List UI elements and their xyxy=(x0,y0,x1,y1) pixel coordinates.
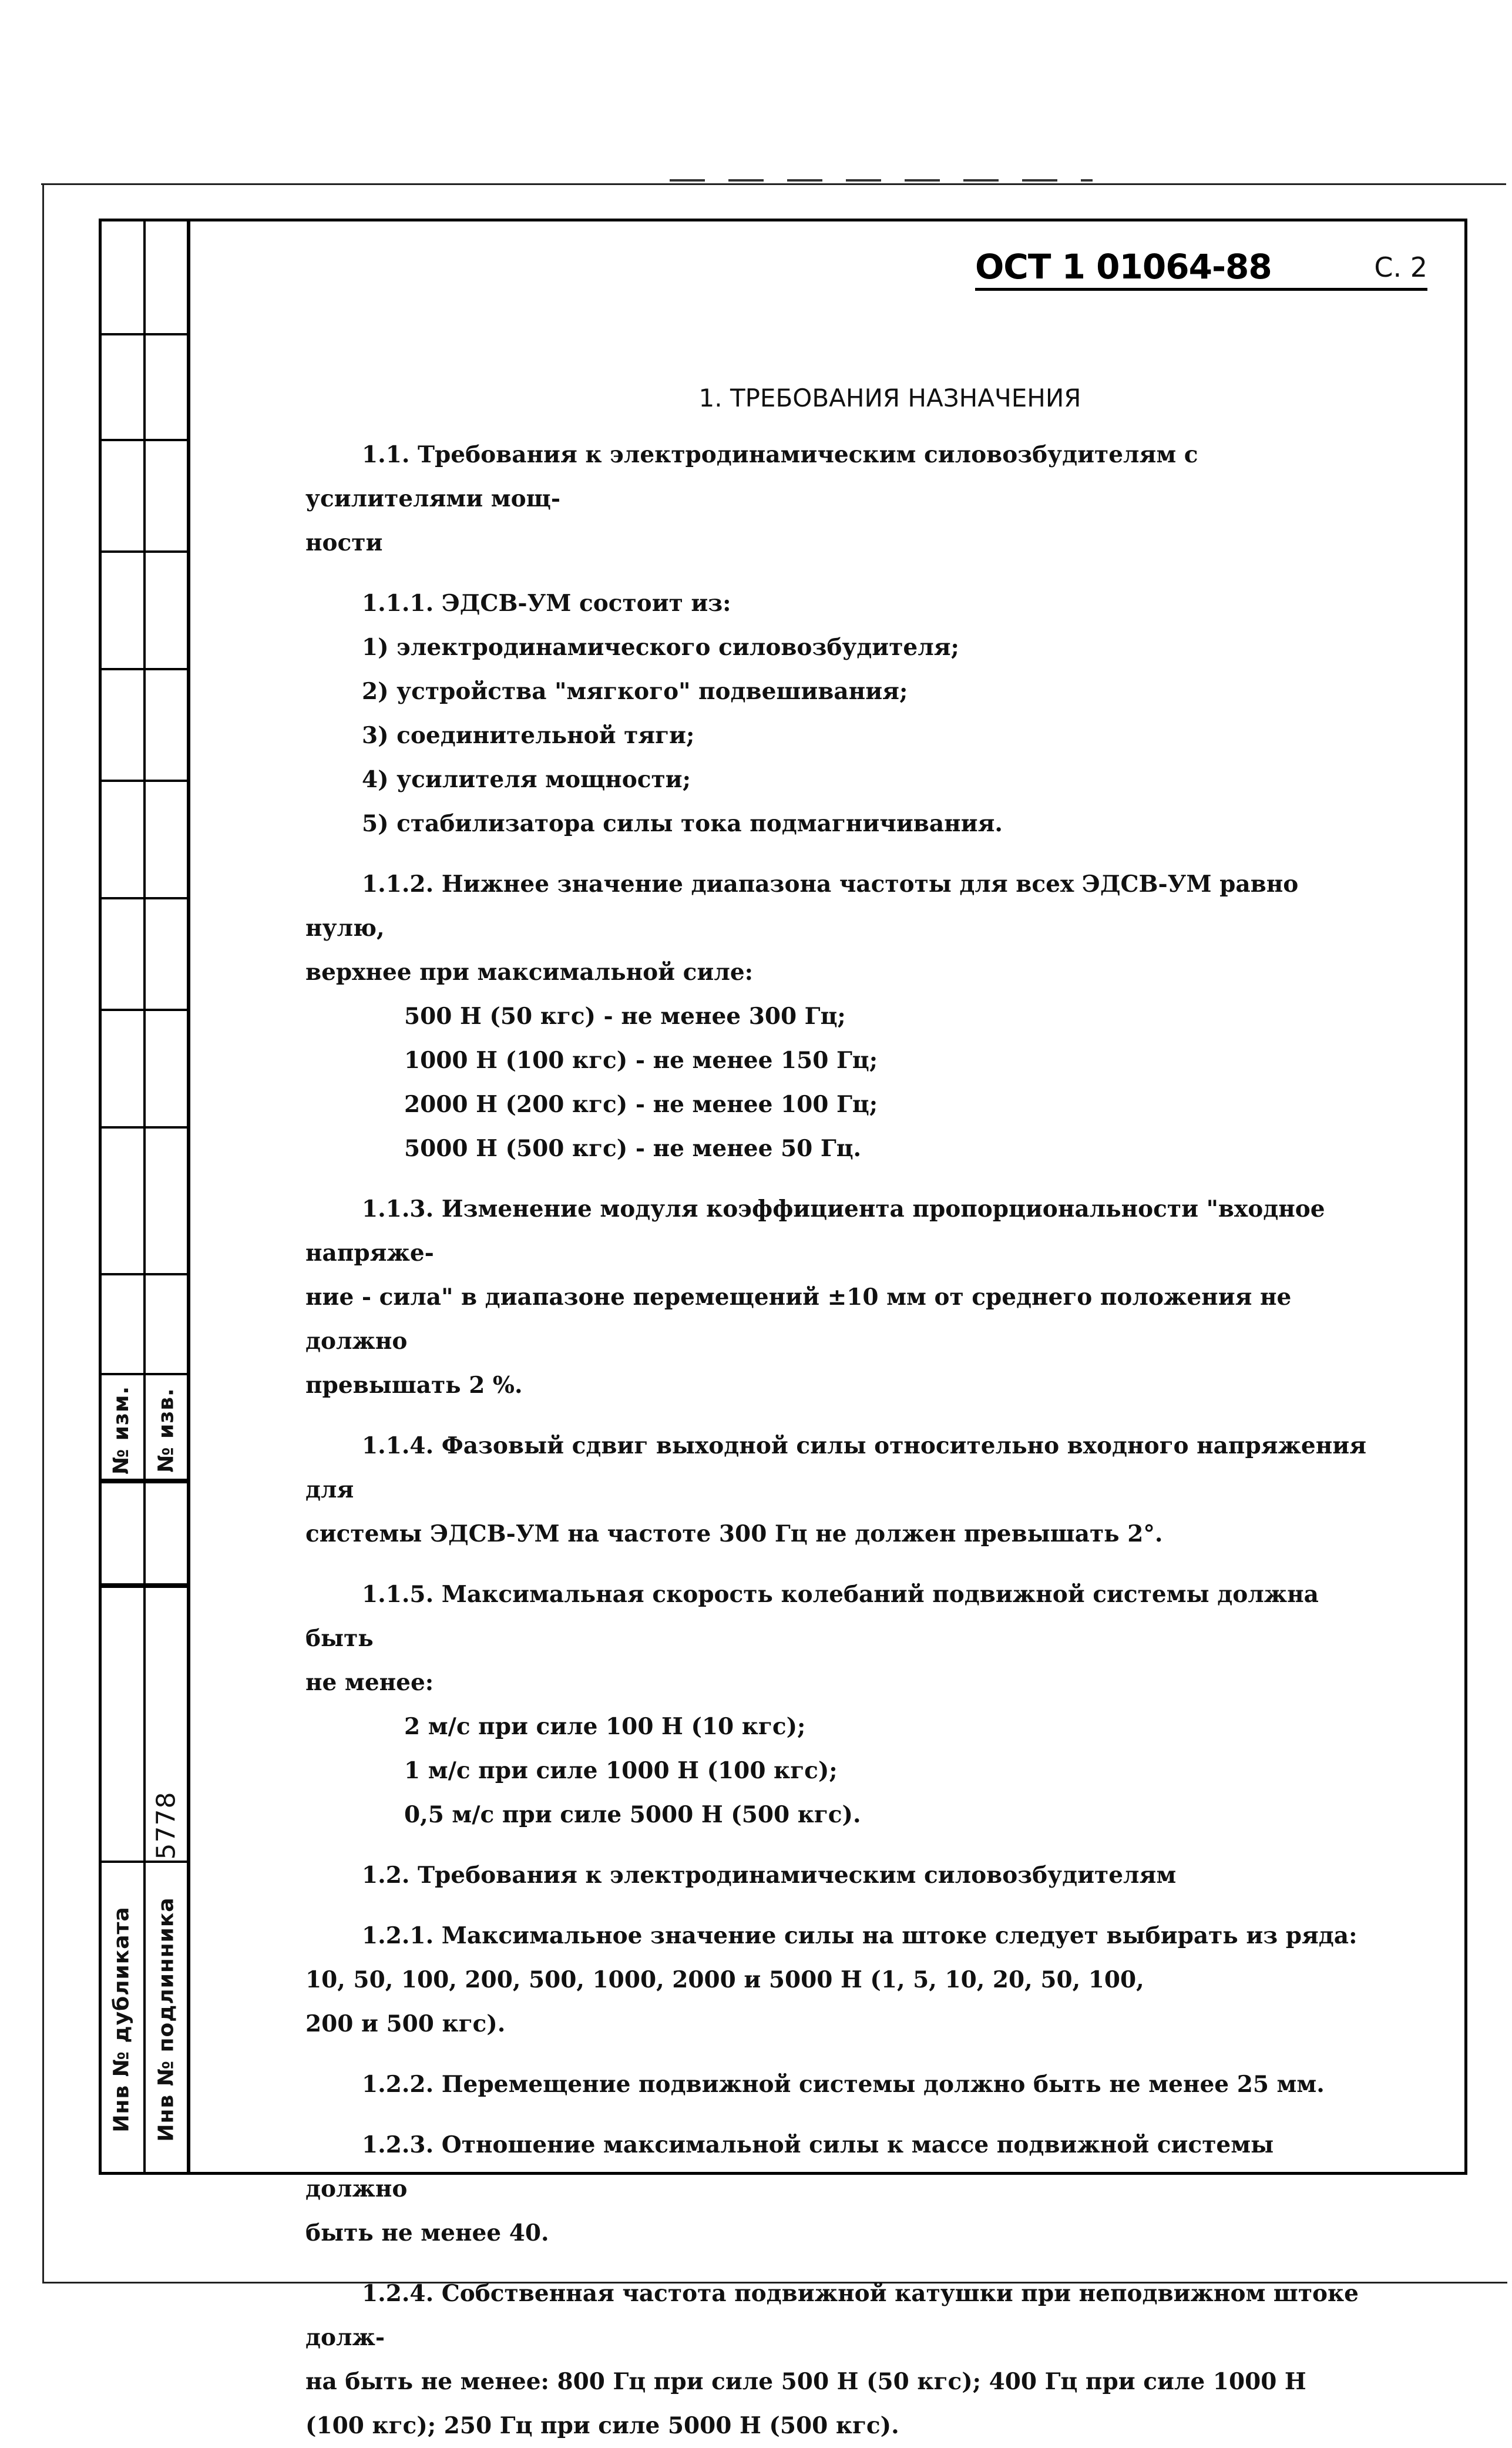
speed-value: 2 м/с при силе 100 Н (10 кгс); xyxy=(404,1713,806,1740)
paragraph-1-1-4-cont: системы ЭДСВ-УМ на частоте 300 Гц не должен превышать 2°. xyxy=(305,1520,1163,1547)
list-item: 2) устройства "мягкого" подвешивания; xyxy=(362,678,908,705)
paragraph-1-1-2: 1.1.2. Нижнее значение диапазона частоты для всех ЭДСВ-УМ равно нулю, xyxy=(305,871,1299,942)
document-body xyxy=(305,376,1380,2448)
side-stamp-divider xyxy=(143,221,146,2172)
side-stamp xyxy=(99,219,188,2175)
side-stamp-thick-line xyxy=(102,1583,188,1588)
side-stamp-line xyxy=(102,780,188,782)
paragraph-1-2-4-cont: на быть не менее: 800 Гц при силе 500 Н (50 кгс); 400 Гц при силе 1000 Н xyxy=(305,2368,1306,2395)
doc-code: ОСТ 1 01064-88 xyxy=(975,247,1272,287)
inv-duplicate-label: Инв № дубликата xyxy=(109,1906,134,2133)
paragraph-1-2: 1.2. Требования к электродинамическим силовозбудителям xyxy=(362,1862,1177,1889)
paragraph-1-2-4: 1.2.4. Собственная частота подвижной катушки при неподвижном штоке долж- xyxy=(305,2280,1359,2351)
freq-value: 1000 Н (100 кгс) - не менее 150 Гц; xyxy=(404,1047,878,1074)
paragraph-1-2-1: 1.2.1. Максимальное значение силы на штоке следует выбирать из ряда: xyxy=(362,1922,1358,1949)
freq-value: 500 Н (50 кгс) - не менее 300 Гц; xyxy=(404,1003,846,1030)
side-stamp-line xyxy=(102,1126,188,1129)
side-stamp-line xyxy=(102,1009,188,1011)
scan-edge-top xyxy=(41,183,1506,185)
side-stamp-line xyxy=(102,550,188,553)
speed-value: 0,5 м/с при силе 5000 Н (500 кгс). xyxy=(404,1801,861,1828)
paragraph-1-2-1-cont: 200 и 500 кгс). xyxy=(305,2010,506,2037)
list-item: 1) электродинамического силовозбудителя; xyxy=(362,634,959,661)
freq-value: 2000 Н (200 кгс) - не менее 100 Гц; xyxy=(404,1091,878,1118)
paragraph-1-1-4: 1.1.4. Фазовый сдвиг выходной силы относительно входного напряжения для xyxy=(305,1432,1367,1503)
inv-original-label: Инв № подлинника xyxy=(154,1896,179,2142)
paragraph-1-1-5: 1.1.5. Максимальная скорость колебаний подвижной системы должна быть xyxy=(305,1581,1319,1652)
speed-value: 1 м/с при силе 1000 Н (100 кгс); xyxy=(404,1757,838,1784)
freq-value: 5000 Н (500 кгс) - не менее 50 Гц. xyxy=(404,1135,862,1162)
paragraph-1-1: 1.1. Требования к электродинамическим силовозбудителям с усилителями мощ- xyxy=(305,441,1198,512)
side-stamp-line xyxy=(102,439,188,441)
paragraph-1-2-1-cont: 10, 50, 100, 200, 500, 1000, 2000 и 5000 Н (1, 5, 10, 20, 50, 100, xyxy=(305,1966,1144,1993)
side-stamp-line xyxy=(102,668,188,670)
section-title: 1. ТРЕБОВАНИЯ НАЗНАЧЕНИЯ xyxy=(698,384,1081,412)
paragraph-1-1-5-cont: не менее: xyxy=(305,1669,434,1696)
list-item: 5) стабилизатора силы тока подмагничивания. xyxy=(362,810,1003,837)
paragraph-1-2-3-cont: быть не менее 40. xyxy=(305,2219,549,2246)
inv-original-value: 5778 xyxy=(151,1791,182,1859)
paragraph-1-1-1: 1.1.1. ЭДСВ-УМ состоит из: xyxy=(362,590,731,617)
page-number: С. 2 xyxy=(1374,251,1427,283)
paragraph-1-1-3-cont: превышать 2 %. xyxy=(305,1372,523,1399)
side-stamp-thick-line xyxy=(102,1479,188,1483)
change-no-label: № изм. xyxy=(109,1385,134,1475)
paragraph-1-2-3: 1.2.3. Отношение максимальной силы к массе подвижной системы должно xyxy=(305,2131,1274,2202)
paragraph-1-1-3: 1.1.3. Изменение модуля коэффициента пропорциональности "входное напряже- xyxy=(305,1196,1325,1267)
paragraph-1-1-cont: ности xyxy=(305,529,383,556)
list-item: 3) соединительной тяги; xyxy=(362,722,695,749)
page-header xyxy=(975,247,1427,294)
side-stamp-line xyxy=(102,333,188,335)
paragraph-1-1-3-cont: ние - сила" в диапазоне перемещений ±10 мм от среднего положения не должно xyxy=(305,1284,1292,1355)
scan-edge-left xyxy=(42,183,44,2283)
notice-no-label: № изв. xyxy=(154,1388,179,1473)
side-stamp-line xyxy=(102,897,188,899)
list-item: 4) усилителя мощности; xyxy=(362,766,691,793)
paragraph-1-1-2-cont: верхнее при максимальной силе: xyxy=(305,959,754,986)
paragraph-1-2-2: 1.2.2. Перемещение подвижной системы должно быть не менее 25 мм. xyxy=(362,2071,1325,2098)
scan-dashes xyxy=(670,179,1093,182)
side-stamp-line xyxy=(102,1373,188,1375)
header-rule xyxy=(975,288,1427,291)
paragraph-1-2-4-cont: (100 кгс); 250 Гц при силе 5000 Н (500 кгс). xyxy=(305,2412,899,2439)
side-stamp-line xyxy=(102,1273,188,1275)
